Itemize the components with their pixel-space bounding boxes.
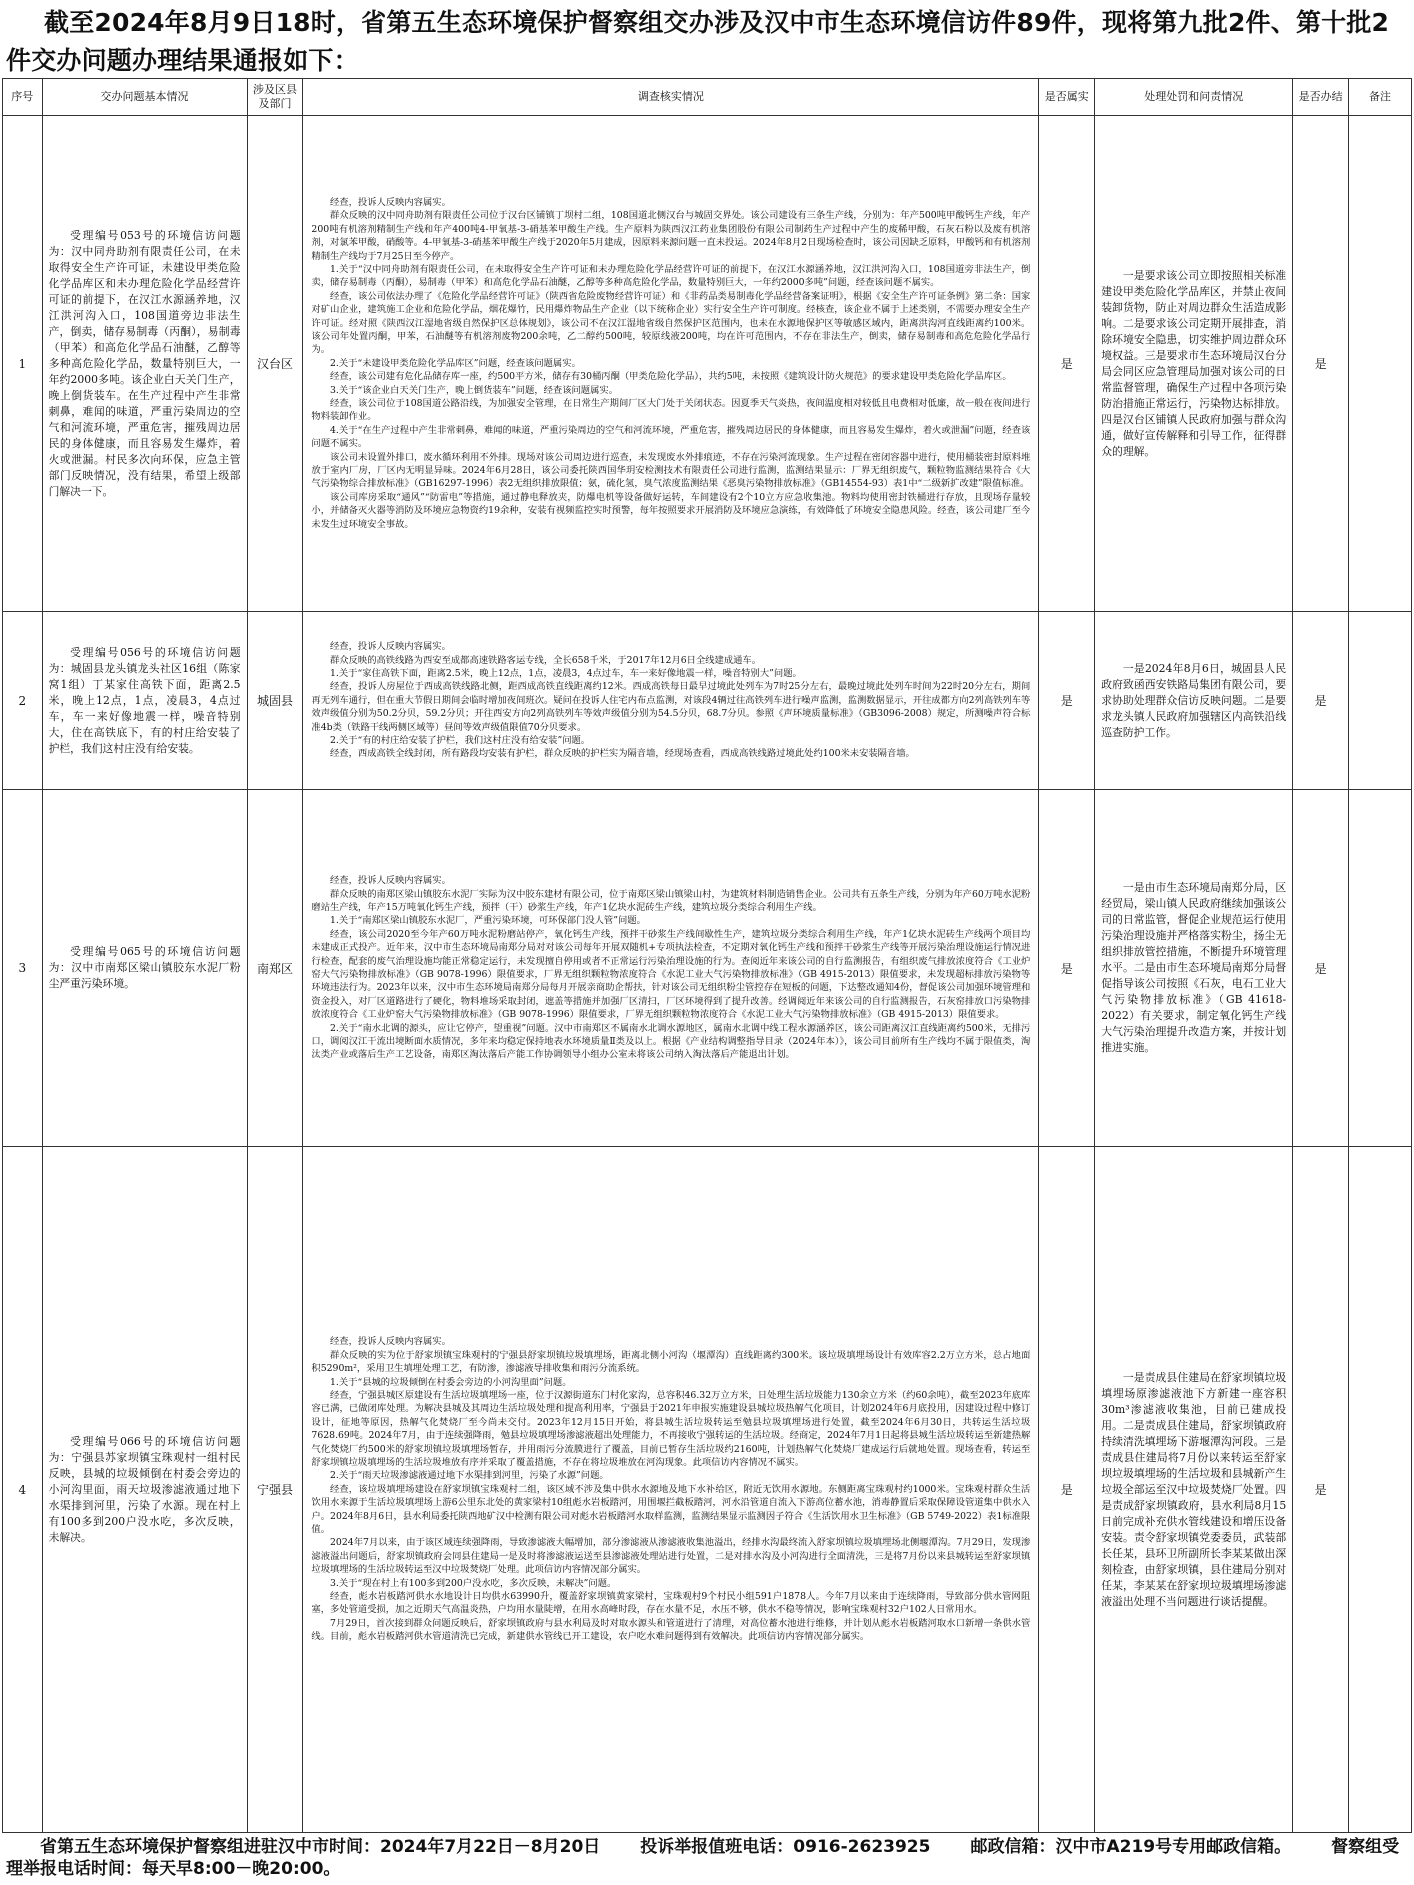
row-investigation: 经查，投诉人反映内容属实。 群众反映的高铁线路为西安至成都高速铁路客运专线，全长658千米，于2017年12月6日全线建成通车。 1.关于“家住高铁下面，距离2.5米，晚上12点，1点，凌晨3，4点过车，车一来好像地震一样，噪音特别大”问题。 经查，投诉人房屋位于西成高铁线路北侧，距西成高铁直线距离约12米。西成高铁每日最早过境此处列车为7时25分左右，最晚过境此处列车时间为22时20分左右，期间再无列车通行，但在重大节假日期间会临时增加夜间班次。疑问在投诉人住宅内布点监测，对该段4辆过往高铁列车进行噪声监测，监测数据显示，开往成都方向2列高铁列车等效声级值分别为50.2分贝，59.2分贝；开往西安方向2列高铁列车等效声级值分别为54.5分贝，68.7分贝。参照《声环境质量标准》（GB3096-2008）规定，所测噪声符合标准4b类（铁路干线两侧区域等）昼间等效声级值限值70分贝要求。 2.关于“有的村庄给安装了护栏，我们这村庄没有给安装”问题。 经查，西成高铁全线封闭，所有路段均安装有护栏，群众反映的护栏实为隔音墙，经现场查看，西成高铁线路过境此处约100米未安装隔音墙。 (303, 612, 1039, 790)
report-table (2, 78, 1412, 1833)
report-intro: 截至2024年8月9日18时，省第五生态环境保护督察组交办涉及汉中市生态环境信访件89件，现将第九批2件、第十批2件交办问题办理结果通报如下： (6, 8, 1390, 75)
row-num: 1 (3, 116, 43, 612)
row-num: 3 (3, 790, 43, 1147)
row-closed: 是 (1293, 1147, 1349, 1833)
row-basic-info: 受理编号056号的环境信访问题为：城固县龙头镇龙头社区16组（陈家窝1组）丁某家住高铁下面，距离2.5米，晚上12点，1点，凌晨3，4点过车，车一来好像地震一样，噪音特别大，住在高铁底下，有的村庄给安装了护栏，我们这村庄没有给安装。 (42, 612, 247, 790)
row-note (1349, 612, 1412, 790)
table-header-row (3, 79, 1412, 116)
row-verified: 是 (1039, 612, 1095, 790)
row-note (1349, 116, 1412, 612)
row-num: 4 (3, 1147, 43, 1833)
row-dept: 汉台区 (247, 116, 303, 612)
row-handling: 一是责成县住建局在舒家坝镇垃圾填埋场原渗滤液池下方新建一座容积30m³渗滤液收集池，目前已建成投用。二是责成县住建局，舒家坝镇政府持续清洗填埋场下游堰潭沟河段。三是责成县住建局将7月份以来转运至舒家坝垃圾填埋场的生活垃圾和县城新产生垃圾全部运至汉中垃圾焚烧厂处置。四是责成舒家坝镇政府，县水利局8月15日前完成补充供水管线建设和增压设备安装。责令舒家坝镇党委委员，武装部长任某，县环卫所副所长李某某做出深刻检查，由舒家坝镇，县住建局分别对任某，李某某在舒家坝垃圾填埋场渗滤液溢出处理不当问题进行谈话提醒。 (1095, 1147, 1293, 1833)
col-header-handling: 处理处罚和问责情况 (1095, 79, 1293, 116)
row-handling: 一是要求该公司立即按照相关标准建设甲类危险化学品库区，并禁止夜间装卸货物，防止对周边群众生活造成影响。二是要求该公司定期开展排查，消除环境安全隐患，切实维护周边群众环境权益。三是要求市生态环境局汉台分局会同区应急管理局加强对该公司的日常监督管理，确保生产过程中各项污染防治措施正常运行，污染物达标排放。四是汉台区铺镇人民政府加强与群众沟通，做好宣传解释和引导工作，征得群众的理解。 (1095, 116, 1293, 612)
row-dept: 宁强县 (247, 1147, 303, 1833)
row-basic-info: 受理编号066号的环境信访问题为：宁强县苏家坝镇宝珠观村一组村民反映，县城的垃圾倾倒在村委会旁边的小河沟里面，雨天垃圾渗滤液通过地下水渠排到河里，污染了水源。现在村上有100多到200户没水吃，多次反映，未解决。 (42, 1147, 247, 1833)
table-row (3, 116, 1412, 612)
row-num: 2 (3, 612, 43, 790)
row-closed: 是 (1293, 116, 1349, 612)
row-verified: 是 (1039, 790, 1095, 1147)
row-basic-info: 受理编号053号的环境信访问题为：汉中同舟助剂有限责任公司，在未取得安全生产许可证，未建设甲类危险化学品库区和未办理危险化学品经营许可证的前提下，在汉江水源涵养地，汉江洪河沟入口，108国道旁边非法生产，倒卖，储存易制毒（丙酮），易制毒（甲苯）和高危化学品石油醚，乙醇等多种高危险化学品，数量特别巨大，一年约2000多吨。该企业白天关门生产，晚上倒货装车。在生产过程中产生非常刺鼻，难闻的味道，严重污染周边的空气和河流环境，严重危害，摧残周边居民的身体健康，而且容易发生爆炸，着火或泄漏。村民多次向环保，应急主管部门反映情况，没有结果，希望上级部门解决一下。 (42, 116, 247, 612)
col-header-note: 备注 (1349, 79, 1412, 116)
col-header-investigation: 调查核实情况 (303, 79, 1039, 116)
col-header-verified: 是否属实 (1039, 79, 1095, 116)
report-footer (6, 1836, 1406, 1880)
row-note (1349, 1147, 1412, 1833)
row-investigation: 经查，投诉人反映内容属实。 群众反映的汉中同舟助剂有限责任公司位于汉台区铺镇丁坝村二组，108国道北侧汉台与城固交界处。该公司建设有三条生产线，分别为：年产500吨甲酸钙生产线，年产200吨有机溶剂精制生产线和年产400吨4-甲氧基-3-硝基苯甲酸生产线。生产原料为陕西汉江药业集团股份有限公司制药生产过程中产生的废稀甲酸，石灰石粉以及废有机溶剂，对氯苯甲酸，硝酸等。4-甲氧基-3-硝基苯甲酸生产线于2020年5月建成，因原料来源问题一直未投运。2024年8月2日现场检查时，该公司因缺乏原料，甲酸钙和有机溶剂精制生产线均于7月25日至今停产。 1.关于“汉中同舟助剂有限责任公司，在未取得安全生产许可证和未办理危险化学品经营许可证的前提下，在汉江水源涵养地，汉江洪河沟入口，108国道旁非法生产，倒卖，储存易制毒（丙酮），易制毒（甲苯）和高危化学品石油醚，乙醇等多种高危险化学品，数量特别巨大，一年约2000多吨”问题，经查该问题不属实。 经查，该公司依法办理了《危险化学品经营许可证》（陕西省危险废物经营许可证）和《非药品类易制毒化学品经营备案证明》，根据《安全生产许可证条例》第二条：国家对矿山企业，建筑施工企业和危险化学品，烟花爆竹，民用爆炸物品生产企业（以下统称企业）实行安全生产许可制度。经核查，该企业不属于上述类别，不需要办理安全生产许可证。经对照《陕西汉江湿地省级自然保护区总体规划》，该公司不在汉江湿地省级自然保护区范围内，也未在水源地保护区等敏感区域内，距离洪沟河直线距离约100米。该公司年处置丙酮，甲苯，石油醚等有机溶剂废物200余吨，乙二醇约500吨，较原线液200吨，均在许可范围内，不存在非法生产，倒卖，储存易制毒和高危危险化学品行为。 2.关于“未建设甲类危险化学品库区”问题，经查该问题属实。 经查，该公司建有危化品储存库一座，约500平方米，储存有30桶丙酮（甲类危险化学品），共约5吨，未按照《建筑设计防火规范》的要求建设甲类危险化学品库区。 3.关于“该企业白天关门生产，晚上倒货装车”问题，经查该问题属实。 经查，该公司位于108国道公路沿线，为加强安全管理，在日常生产期间厂区大门处于关闭状态。因夏季天气炎热，夜间温度相对较低且电费相对低廉，故一般在夜间进行物料装卸作业。 4.关于“在生产过程中产生非常刺鼻，难闻的味道，严重污染周边的空气和河流环境，严重危害，摧残周边居民的身体健康，而且容易发生爆炸，着火或泄漏”问题，经查该问题不属实。 该公司未设置外排口，废水循环利用不外排。现场对该公司周边进行巡查，未发现废水外排痕迹，不存在污染河流现象。生产过程在密闭容器中进行，使用桶装密封原料堆放于室内厂房，厂区内无明显异味。2024年6月28日，该公司委托陕西国华玥安检测技术有限责任公司进行监测，监测结果显示：厂界无组织废气，颗粒物监测结果符合《大气污染物综合排放标准》（GB16297-1996）表2无组织排放限值；氨，硫化氢，臭气浓度监测结果《恶臭污染物排放标准》（GB14554-93）表1中“二级新扩改建”限值标准。 该公司库房采取“通风”“防雷电”等措施，通过静电释放夹，防爆电机等设备做好运转，车间建设有2个10立方应急收集池。物料均使用密封铁桶进行存放，且现场存量较小，并储备灭火器等消防及环境应急物资约19余种，安装有视频监控实时预警，每年按照要求开展消防及环境应急演练，有效降低了环境安全隐患风险。经查，该公司建厂至今未发生过环境安全事故。 (303, 116, 1039, 612)
row-closed: 是 (1293, 790, 1349, 1147)
table-row (3, 1147, 1412, 1833)
footer-stationed-time: 省第五生态环境保护督察组进驻汉中市时间：2024年7月22日－8月20日 (40, 1837, 601, 1857)
col-header-dept: 涉及区县及部门 (247, 79, 303, 116)
row-basic-info: 受理编号065号的环境信访问题为：汉中市南郑区梁山镇胶东水泥厂粉尘严重污染环境。 (42, 790, 247, 1147)
footer-mailbox: 邮政信箱：汉中市A219号专用邮政信箱。 (970, 1837, 1292, 1857)
col-header-num: 序号 (3, 79, 43, 116)
footer-hours: 督察组受理举报电话时间：每天早8:00－晚20:00。 (6, 1837, 1400, 1879)
table-row (3, 790, 1412, 1147)
row-verified: 是 (1039, 116, 1095, 612)
col-header-closed: 是否办结 (1293, 79, 1349, 116)
row-handling: 一是由市生态环境局南郑分局，区经贸局，梁山镇人民政府继续加强该公司的日常监管，督促企业规范运行使用污染治理设施并严格落实粉尘，扬尘无组织排放管控措施，不断提升环境管理水平。二是由市生态环境局南郑分局督促指导该公司按照《石灰，电石工业大气污染物排放标准》（GB 41618-2022）有关要求，制定氧化钙生产线大气污染治理提升改造方案，并按计划推进实施。 (1095, 790, 1293, 1147)
row-handling: 一是2024年8月6日，城固县人民政府致函西安铁路局集团有限公司，要求协助处理群众信访反映问题。二是要求龙头镇人民政府加强辖区内高铁沿线巡查防护工作。 (1095, 612, 1293, 790)
table-row (3, 612, 1412, 790)
row-dept: 城固县 (247, 612, 303, 790)
row-note (1349, 790, 1412, 1147)
col-header-basic: 交办问题基本情况 (42, 79, 247, 116)
footer-hotline: 投诉举报值班电话：0916-2623925 (640, 1837, 931, 1857)
row-closed: 是 (1293, 612, 1349, 790)
row-dept: 南郑区 (247, 790, 303, 1147)
row-verified: 是 (1039, 1147, 1095, 1833)
row-investigation: 经查，投诉人反映内容属实。 群众反映的实为位于舒家坝镇宝珠观村的宁强县舒家坝镇垃圾填埋场，距离北侧小河沟（堰潭沟）直线距离约300米。该垃圾填埋场设计有效库容2.2万立方米，总占地面积5290m²，采用卫生填埋处理工艺，有防渗，渗滤液导排收集和雨污分流系统。 1.关于“县城的垃圾倾倒在村委会旁边的小河沟里面”问题。 经查，宁强县城区原建设有生活垃圾填埋场一座，位于汉源街道东门村化家沟，总容积46.32万立方米，日处理生活垃圾能力130余立方米（约60余吨），截至2023年底库容已满，已做闭库处理。为解决县城及其周边生活垃圾处理和提高利用率，宁强县于2021年申报实施建设县城垃圾热解气化项目，计划2024年6月底投用，因建设过程中修订设计，征地等原因，热解气化焚烧厂至今尚未交付。2023年12月15日开始，将县城生活垃圾转运至勉县垃圾填埋场进行处置，截至2024年6月30日，共转运生活垃圾7628.69吨。2024年7月，由于连续强降雨，勉县垃圾填埋场渗滤液超出处理能力，不再接收宁强转运的生活垃圾。经商定，2024年7月1日起将县城生活垃圾转运至新建热解气化焚烧厂约500米的舒家坝镇垃圾填埋场暂存，并用雨污分流膜进行了覆盖，目前已暂存生活垃圾约2160吨，计划热解气化焚烧厂建成运行后就地处置。现场查看，转运至舒家坝镇垃圾填埋场的生活垃圾堆放有序并采取了覆盖措施，不存在将垃圾堆放在河沟现象。此项信访内容情况不属实。 2.关于“雨天垃圾渗滤液通过地下水渠排到河里，污染了水源”问题。 经查，该垃圾填埋场建设在舒家坝镇宝珠观村二组，该区域不涉及集中供水水源地及地下水补给区，附近无饮用水源地。东侧距离宝珠观村约1000米。宝珠观村群众生活饮用水来源于生活垃圾填埋场上游6公里东北处的黄家梁村10组彪水岩板踏河，用围堰拦截板踏河，河水沿管道自流入下游高位蓄水池，消毒静置后采取保障设管道集中供水入户。2024年8月6日，县水利局委托陕西地矿汉中检测有限公司对彪水岩板踏河水取样监测，监测结果显示监测因子符合《生活饮用水卫生标准》（GB 5749-2022）表1标准限值。 2024年7月以来，由于该区域连续强降雨，导致渗滤液大幅增加，部分渗滤液从渗滤液收集池溢出，经排水沟最终流入舒家坝镇垃圾填埋场北侧堰潭沟。7月29日，发现渗滤液溢出问题后，舒家坝镇政府会同县住建局一是及时将渗滤液运送至县渗滤液处理站进行处置，二是对排水沟及小河沟进行全面清洗，三是将7月份以来县城转运至舒家坝镇垃圾填埋场的生活垃圾转运至汉中垃圾焚烧厂处理。此项信访内容情况部分属实。 3.关于“现在村上有100多到200户没水吃，多次反映，未解决”问题。 经查，彪水岩板踏河供水水地设计日均供水63990升，覆盖舒家坝镇黄家梁村，宝珠观村9个村民小组591户1878人。今年7月以来由于连续降雨，导致部分供水管网阻塞，多处管道受损，加之近期天气高温炎热，户均用水量陡增，在用水高峰时段，存在水量不足，水压不够，供水不稳等情况，影响宝珠观村32户102人日常用水。 7月29日，首次接到群众问题反映后，舒家坝镇政府与县水利局及时对取水源头和管道进行了清理，对高位蓄水池进行维修，并计划从彪水岩板踏河取水口新增一条供水管线。目前，彪水岩板踏河供水管道清洗已完成，新建供水管线已开工建设，农户吃水难问题得到有效解决。此项信访内容情况部分属实。 (303, 1147, 1039, 1833)
row-investigation: 经查，投诉人反映内容属实。 群众反映的南郑区梁山镇胶东水泥厂实际为汉中胶东建材有限公司，位于南郑区梁山镇梁山村，为建筑材料制造销售企业。公司共有五条生产线，分别为年产60万吨水泥粉磨站生产线，年产15万吨氧化钙生产线，预拌（干）砂浆生产线，年产1亿块水泥砖生产线，建筑垃圾分类综合利用生产线。 1.关于“南郑区梁山镇胶东水泥厂，严重污染环境，可环保部门没人管”问题。 经查，该公司2020至今年产60万吨水泥粉磨站停产，氧化钙生产线，预拌干砂浆生产线间歇性生产，建筑垃圾分类综合利用生产线，年产1亿块水泥砖生产线两个项目均未建成正式投产。近年来，汉中市生态环境局南郑分局对对该公司每年开展双随机+专项执法检查，不定期对氧化钙生产线和预拌干砂浆生产线等开展污染治理设施运行情况进行检查，配套的废气治理设施均能正常稳定运行，未发现擅自停用或者不正常运行污染治理设施的行为。查阅近年来该公司的自行监测报告，有组织废气排放浓度符合《工业炉窑大气污染物排放标准》（GB 9078-1996）限值要求，厂界无组织颗粒物浓度符合《水泥工业大气污染物排放标准》（GB 4915-2013）限值要求，未发现超标排放污染物等环境违法行为。2023年以来，汉中市生态环境局南郑分局每月开展亲商助企帮扶，针对该公司无组织粉尘管控存在短板的问题，下达整改通知4份，督促该公司加强环境管理和资金投入，对厂区道路进行了硬化，物料堆场采取封闭，遮盖等措施并加强厂区清扫，厂区环境得到了提升改善。经调阅近年来该公司的自行监测报告，石灰窑排放口污染物排放浓度符合《工业炉窑大气污染物排放标准》（GB 9078-1996）限值要求，厂界无组织颗粒物浓度符合《水泥工业大气污染物排放标准》（GB 4915-2013）限值要求。 2.关于“南水北调的源头，应让它停产，望重视”问题。汉中市南郑区不属南水北调水源地区，属南水北调中线工程水源涵养区，该公司距离汉江直线距离约500米，无排污口，调阅汉江干流出境断面水质情况，多年来均稳定保持地表水环境质量Ⅱ类及以上。根据《产业结构调整指导目录（2024年本）》，该公司目前所有生产线均不属于限值类，淘汰类产业或落后生产工艺设备，南郑区淘汰落后产能工作协调领导小组办公室未将该公司纳入淘汰落后产能退出计划。 (303, 790, 1039, 1147)
